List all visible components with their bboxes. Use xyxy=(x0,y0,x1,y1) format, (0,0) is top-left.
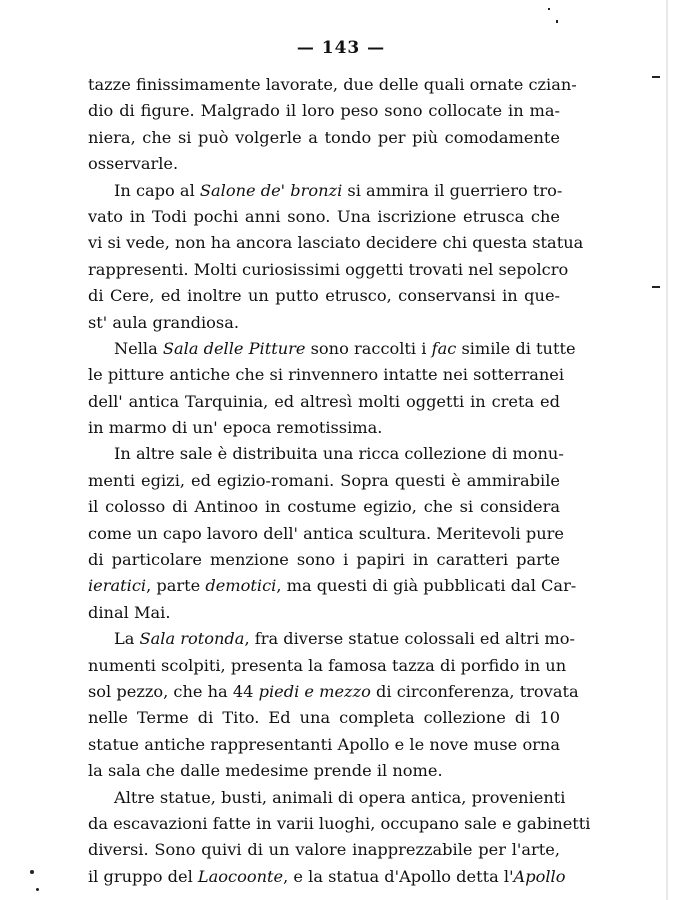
text-line: vi si vede, non ha ancora lasciato decidere chi questa statua xyxy=(88,233,584,253)
text-line: diversi. Sono quivi di un valore inapprezzabile per l'arte, xyxy=(88,840,560,860)
text-line: rappresenti. Molti curiosissimi oggetti trovati nel sepolcro xyxy=(88,259,569,279)
body-text xyxy=(88,72,591,890)
italic-title: Sala delle Pitture xyxy=(162,338,306,358)
text-line: in marmo di un' epoca remotissima. xyxy=(88,418,383,438)
text-line: La Sala rotonda, fra diverse statue colossali ed altri mo- xyxy=(114,629,575,649)
italic-word: demotici xyxy=(205,576,277,596)
page-number: — 143 — xyxy=(296,38,386,58)
text-line: niera, che si può volgerle a tondo per più comodamente xyxy=(88,127,560,147)
margin-mark xyxy=(30,870,34,874)
text-line: la sala che dalle medesime prende il nome. xyxy=(88,761,443,781)
text-line: numenti scolpiti, presenta la famosa tazza di porfido in un xyxy=(88,655,567,675)
text-line: come un capo lavoro dell' antica scultura. Meritevoli pure xyxy=(88,523,564,543)
margin-mark xyxy=(652,76,660,78)
text-line: dinal Mai. xyxy=(88,602,171,622)
text-line: da escavazioni fatte in varii luoghi, occupano sale e gabinetti xyxy=(88,813,591,833)
margin-mark xyxy=(548,8,550,10)
text-line: dell' antica Tarquinia, ed altresì molti oggetti in creta ed xyxy=(88,391,560,411)
text-line: In capo al Salone de' bronzi si ammira il guerriero tro- xyxy=(114,180,563,200)
text-line: nelle Terme di Tito. Ed una completa collezione di 10 xyxy=(88,708,560,728)
text-line: Altre statue, busti, animali di opera antica, provenienti xyxy=(114,787,566,807)
text-line: le pitture antiche che si rinvennero intatte nei sotterranei xyxy=(88,365,565,385)
text-line: il gruppo del Laocoonte, e la statua d'Apollo detta l'Apollo xyxy=(88,866,566,886)
italic-title: Sala rotonda xyxy=(139,629,245,649)
text-line: st' aula grandiosa. xyxy=(88,312,240,332)
italic-title: Laocoonte xyxy=(197,866,284,886)
text-line: vato in Todi pochi anni sono. Una iscrizione etrusca che xyxy=(88,206,560,226)
text-line: di Cere, ed inoltre un putto etrusco, conservansi in que- xyxy=(88,286,560,306)
italic-word: Apollo xyxy=(513,866,566,886)
text-line: il colosso di Antinoo in costume egizio, che si considera xyxy=(88,497,560,517)
italic-word: fac xyxy=(431,338,457,358)
text-line: In altre sale è distribuita una ricca collezione di monu- xyxy=(114,444,564,464)
text-line: tazze finissimamente lavorate, due delle quali ornate czian- xyxy=(88,75,577,94)
text-line: sol pezzo, che ha 44 piedi e mezzo di circonferenza, trovata xyxy=(88,681,579,701)
text-line: osservarle. xyxy=(88,154,179,174)
text-line: ieratici, parte demotici, ma questi di già pubblicati dal Car- xyxy=(88,576,577,596)
text-line: dio di figure. Malgrado il loro peso sono collocate in ma- xyxy=(88,101,560,121)
text-line: Nella Sala delle Pitture sono raccolti i fac simile di tutte xyxy=(114,338,576,358)
scan-edge-line xyxy=(666,0,668,900)
italic-title: Salone de' bronzi xyxy=(199,180,343,200)
margin-mark xyxy=(556,20,558,23)
margin-mark xyxy=(36,888,39,891)
text-line: statue antiche rappresentanti Apollo e le nove muse orna xyxy=(88,734,560,754)
italic-word: piedi e mezzo xyxy=(258,681,371,701)
margin-mark xyxy=(652,286,660,288)
text-line: di particolare menzione sono i papiri in caratteri parte xyxy=(88,550,560,570)
text-line: menti egizi, ed egizio-romani. Sopra questi è ammirabile xyxy=(88,470,560,490)
italic-word: ieratici xyxy=(88,576,147,596)
